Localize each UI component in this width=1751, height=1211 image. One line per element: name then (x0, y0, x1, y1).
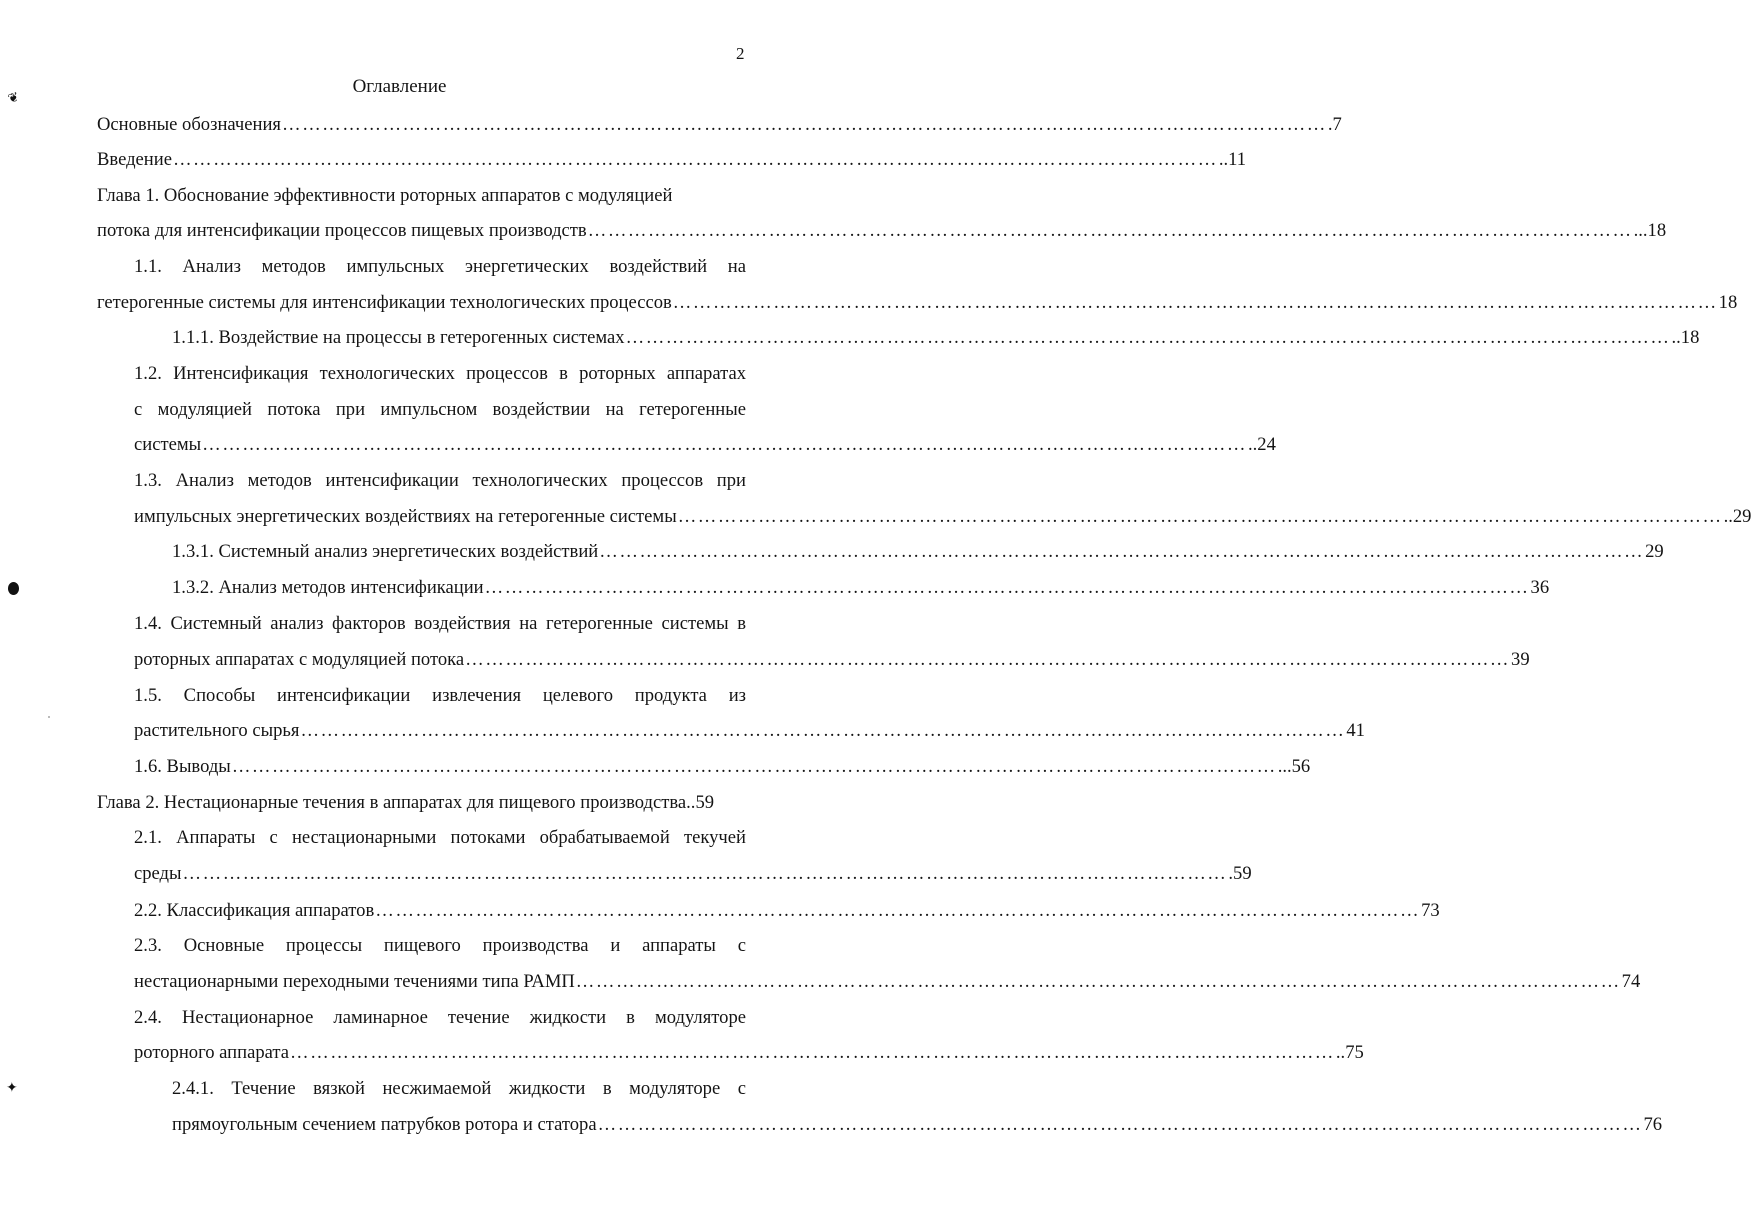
toc-entry-page: 74 (1621, 971, 1641, 992)
scan-mark-icon: ❦ (6, 88, 21, 107)
toc-entry-page: 18 (1718, 292, 1738, 313)
toc-entry-title: 1.1.1. Воздействие на процессы в гетерогенных системах (172, 327, 625, 348)
toc-entry-title: 2.3. Основные процессы пищевого производства и аппараты с (134, 935, 746, 956)
toc-entry-title: 2.2. Классификация аппаратов (134, 900, 375, 921)
toc-entry-page: ..11 (1218, 149, 1247, 170)
leader-dots: ………………………………………………………………………………………………………………………………………… (182, 863, 1228, 884)
leader-dots: ………………………………………………………………………………………………………………………………………… (300, 720, 1346, 741)
leader-dots: ………………………………………………………………………………………………………………………………………… (625, 327, 1671, 348)
toc-entry-title: прямоугольным сечением патрубков ротора и статора (172, 1114, 597, 1135)
toc-entry-title: 1.1. Анализ методов импульсных энергетических воздействий на (134, 256, 746, 277)
toc-entry (134, 970, 1641, 994)
toc-entry-title: 1.5. Способы интенсификации извлечения целевого продукта из (134, 685, 746, 706)
toc-entry-title: 1.4. Системный анализ факторов воздействия на гетерогенные системы в (134, 613, 746, 634)
toc-entry-page: ..24 (1247, 434, 1276, 455)
toc-entry-title: Введение (97, 149, 172, 170)
scan-mark-icon: ✦ (6, 1081, 18, 1096)
toc-entry (134, 433, 1276, 457)
toc-line (97, 184, 672, 208)
toc-entry (134, 648, 1530, 672)
leader-dots: ………………………………………………………………………………………………………………………………………… (587, 220, 1633, 241)
scan-dot-icon (8, 582, 19, 595)
leader-dots: ………………………………………………………………………………………………………………………………………… (599, 541, 1645, 562)
scan-speck-icon (48, 716, 50, 718)
leader-dots: ………………………………………………………………………………………………………………………………………… (597, 1114, 1643, 1135)
toc-entry-page: ...56 (1277, 756, 1311, 777)
toc-entry (134, 862, 1252, 886)
toc-line (134, 398, 746, 422)
toc-entry-title: 1.3.2. Анализ методов интенсификации (172, 577, 484, 598)
toc-entry-page: 36 (1530, 577, 1550, 598)
toc-entry-title: потока для интенсификации процессов пищевых производств (97, 220, 587, 241)
toc-entry (172, 576, 1550, 600)
toc-entry-page: 76 (1643, 1114, 1663, 1135)
toc-entry-page: ..29 (1723, 506, 1751, 527)
leader-dots: ………………………………………………………………………………………………………………………………………… (202, 434, 1247, 455)
toc-line (134, 255, 746, 279)
toc-entry-title: нестационарными переходными течениями типа РАМП (134, 971, 575, 992)
toc-entry-title: с модуляцией потока при импульсном воздействии на гетерогенные (134, 399, 746, 420)
toc-entry (97, 113, 1342, 137)
toc-entry-title: роторного аппарата (134, 1042, 290, 1063)
toc-line (134, 362, 746, 386)
toc-entry (134, 1041, 1364, 1065)
page-title: Оглавление (352, 76, 447, 97)
toc-entry-page: ..18 (1671, 327, 1700, 348)
toc-entry-page: ..59 (686, 792, 715, 813)
toc-entry-page: 73 (1421, 900, 1440, 921)
toc-entry-title: 1.3. Анализ методов интенсификации технологических процессов при (134, 470, 746, 491)
toc-entry-title: 2.4. Нестационарное ламинарное течение жидкости в модуляторе (134, 1007, 746, 1028)
toc-entry (134, 755, 1311, 779)
toc-entry-page: .59 (1228, 863, 1252, 884)
toc-line (172, 1077, 746, 1101)
toc-entry-title: растительного сырья (134, 720, 300, 741)
page-number: 2 (736, 44, 745, 63)
toc-entry-title: 1.6. Выводы (134, 756, 231, 777)
leader-dots: ………………………………………………………………………………………………………………………………………… (677, 506, 1723, 527)
toc-entry (134, 505, 1751, 529)
toc-line (134, 469, 746, 493)
toc-entry (172, 1113, 1663, 1137)
toc-entry-title: 1.2. Интенсификация технологических процессов в роторных аппаратах (134, 363, 746, 384)
toc-entry-title: Глава 2. Нестационарные течения в аппаратах для пищевого производства (97, 792, 687, 813)
leader-dots: ………………………………………………………………………………………………………………………………………… (172, 149, 1218, 170)
toc-entry (134, 899, 1440, 923)
toc-entry-title: среды (134, 863, 182, 884)
toc-entry-title: 2.4.1. Течение вязкой несжимаемой жидкости в модуляторе с (172, 1078, 746, 1099)
toc-entry-page: 29 (1645, 541, 1664, 562)
toc-entry (134, 719, 1365, 743)
toc-entry-title: системы (134, 434, 202, 455)
toc-entry-page: ...18 (1633, 220, 1667, 241)
toc-line (134, 1006, 746, 1030)
toc-entry-title: Основные обозначения (97, 114, 281, 135)
leader-dots: ………………………………………………………………………………………………………………………………………… (465, 649, 1511, 670)
toc-entry-page: .7 (1327, 114, 1342, 135)
leader-dots: ………………………………………………………………………………………………………………………………………… (290, 1042, 1335, 1063)
toc-entry-title: импульсных энергетических воздействиях на гетерогенные системы (134, 506, 677, 527)
leader-dots: ………………………………………………………………………………………………………………………………………… (484, 577, 1530, 598)
toc-entry (97, 291, 1738, 315)
toc-entry-page: 39 (1511, 649, 1530, 670)
leader-dots: ………………………………………………………………………………………………………………………………………… (231, 756, 1277, 777)
toc-entry-title: Глава 1. Обоснование эффективности роторных аппаратов с модуляцией (97, 185, 673, 206)
leader-dots: ………………………………………………………………………………………………………………………………………… (575, 971, 1621, 992)
toc-entry (97, 148, 1247, 172)
toc-entry-page: ..75 (1335, 1042, 1364, 1063)
toc-line (134, 684, 746, 708)
toc-line (134, 612, 746, 636)
leader-dots: ………………………………………………………………………………………………………………………………………… (281, 114, 1327, 135)
leader-dots: ………………………………………………………………………………………………………………………………………… (672, 292, 1718, 313)
toc-line (134, 826, 746, 850)
toc-entry (172, 540, 1664, 564)
toc-entry-title: 1.3.1. Системный анализ энергетических воздействий (172, 541, 599, 562)
leader-dots: ………………………………………………………………………………………………………………………………………… (375, 900, 1421, 921)
toc-entry (97, 219, 1667, 243)
toc-entry-title: 2.1. Аппараты с нестационарными потоками обрабатываемой текучей (134, 827, 746, 848)
toc-entry-page: 41 (1346, 720, 1365, 741)
toc-entry-title: гетерогенные системы для интенсификации технологических процессов (97, 292, 672, 313)
toc-line (134, 934, 746, 958)
toc-entry (97, 791, 745, 815)
toc-entry (172, 326, 1700, 350)
toc-entry-title: роторных аппаратах с модуляцией потока (134, 649, 465, 670)
